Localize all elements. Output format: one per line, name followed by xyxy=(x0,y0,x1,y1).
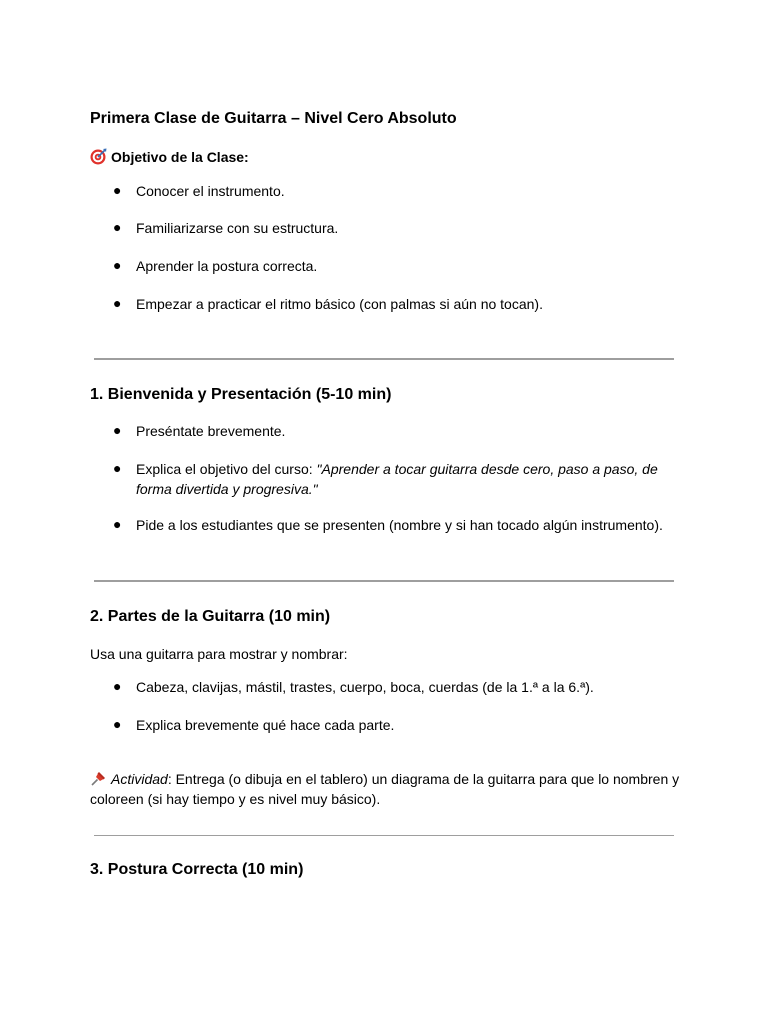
course-goal-quote: "Aprender a tocar guitarra desde cero, paso a paso, de forma divertida y progresiva." xyxy=(136,461,658,497)
bullet-marker: ● xyxy=(113,257,122,273)
objective-prefix: Explica el objetivo del curso: xyxy=(136,461,317,477)
section-2-item: Cabeza, clavijas, mástil, trastes, cuerpo, boca, cuerdas (de la 1.ª a la 6.ª). xyxy=(136,679,594,695)
activity-text: : Entrega (o dibuja en el tablero) un diagrama de la guitarra para que lo nombren y coloreen (si hay tiempo y es nivel muy básico). xyxy=(90,771,680,807)
objective-heading-row xyxy=(90,148,249,165)
bullet-marker: ● xyxy=(113,716,122,732)
section-1-item-objective xyxy=(136,459,666,499)
bullet-marker: ● xyxy=(113,295,122,311)
activity-paragraph xyxy=(90,769,680,809)
activity-label: Actividad xyxy=(111,771,168,787)
section-2-heading: 2. Partes de la Guitarra (10 min) xyxy=(90,608,331,625)
bullet-marker: ● xyxy=(113,422,122,438)
section-2-intro: Usa una guitarra para mostrar y nombrar: xyxy=(90,646,348,662)
pushpin-icon xyxy=(90,770,107,787)
section-2-item: Explica brevemente qué hace cada parte. xyxy=(136,717,395,733)
section-divider xyxy=(94,358,674,360)
target-icon xyxy=(90,148,107,165)
section-1-item: Pide a los estudiantes que se presenten (nombre y si han tocado algún instrumento). xyxy=(136,517,663,533)
objective-item: Conocer el instrumento. xyxy=(136,183,285,199)
bullet-marker: ● xyxy=(113,460,122,476)
objective-item: Familiarizarse con su estructura. xyxy=(136,220,339,236)
bullet-marker: ● xyxy=(113,182,122,198)
objective-heading: Objetivo de la Clase: xyxy=(111,148,249,165)
bullet-marker: ● xyxy=(113,219,122,235)
bullet-marker: ● xyxy=(113,678,122,694)
section-1-item: Preséntate brevemente. xyxy=(136,423,286,439)
objective-item: Empezar a practicar el ritmo básico (con palmas si aún no tocan). xyxy=(136,296,543,312)
section-1-heading: 1. Bienvenida y Presentación (5-10 min) xyxy=(90,386,392,403)
section-divider xyxy=(94,835,674,836)
section-3-heading: 3. Postura Correcta (10 min) xyxy=(90,861,304,878)
section-divider xyxy=(94,580,674,582)
page-title: Primera Clase de Guitarra – Nivel Cero Absoluto xyxy=(90,110,457,127)
objective-item: Aprender la postura correcta. xyxy=(136,258,318,274)
bullet-marker: ● xyxy=(113,516,122,532)
